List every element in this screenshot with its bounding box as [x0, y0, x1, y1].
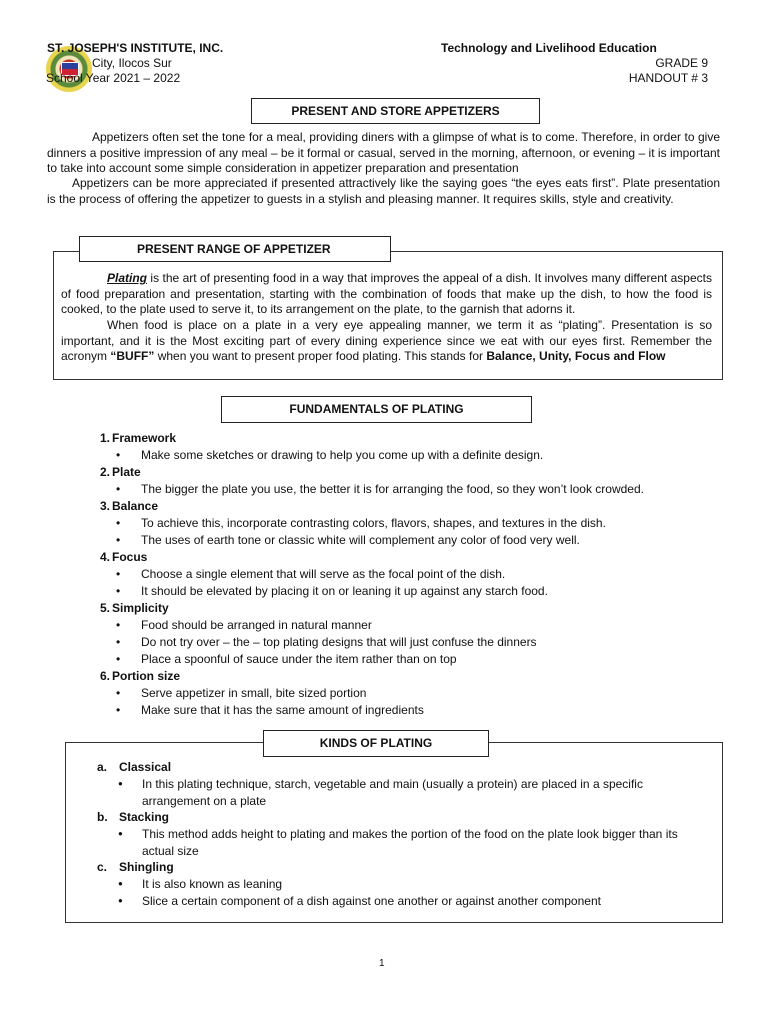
item-title: Balance [112, 499, 159, 513]
school-city: City, Ilocos Sur [92, 56, 172, 70]
bullet-icon: • [116, 652, 121, 666]
kind-letter: a. [97, 760, 108, 774]
bullet-icon: • [116, 567, 121, 581]
bullet-item [88, 634, 728, 651]
item-number: 1. [99, 431, 110, 445]
fundamental-item [88, 498, 728, 515]
bullet-item [88, 583, 728, 600]
kind-letter: b. [97, 810, 108, 824]
bullet-icon: • [116, 482, 121, 496]
item-number: 5. [99, 601, 110, 615]
item-title: Framework [112, 431, 177, 445]
handout-number: HANDOUT # 3 [628, 71, 708, 85]
bullet-text: It should be elevated by placing it on or leaning it up against any starch food. [141, 584, 548, 598]
bullet-icon: • [116, 635, 121, 649]
item-number: 2. [99, 465, 110, 479]
item-number: 6. [99, 669, 110, 683]
kinds-list [97, 759, 707, 909]
fundamentals-heading: FUNDAMENTALS OF PLATING [221, 396, 532, 423]
bullet-text: Choose a single element that will serve as the focal point of the dish. [141, 567, 506, 581]
bullet-item [88, 617, 728, 634]
grade-level: GRADE 9 [655, 56, 708, 70]
fundamental-item [88, 430, 728, 447]
bullet-icon: ● [118, 895, 123, 905]
kind-letter: c. [97, 860, 108, 874]
present-range-heading: PRESENT RANGE OF APPETIZER [79, 236, 391, 262]
item-title: Plate [112, 465, 141, 479]
page-title: PRESENT AND STORE APPETIZERS [251, 98, 540, 124]
bullet-item [88, 702, 728, 719]
bullet-item [88, 566, 728, 583]
bullet-icon: ● [118, 829, 123, 838]
kind-bullet-text: It is also known as leaning [142, 877, 283, 891]
bullet-text: The bigger the plate you use, the better it is for arranging the food, so they won’t look crowded. [141, 482, 644, 496]
item-title: Focus [112, 550, 148, 564]
bullet-text: The uses of earth tone or classic white will complement any color of food very well. [141, 533, 580, 547]
kinds-heading: KINDS OF PLATING [263, 730, 489, 757]
kind-title: Stacking [119, 810, 170, 824]
bullet-text: Do not try over – the – top plating designs that will just confuse the dinners [141, 635, 537, 649]
fundamentals-list [88, 430, 728, 719]
bullet-icon: • [116, 618, 121, 632]
kind-bullet-text: Slice a certain component of a dish against one another or against another component [142, 893, 601, 908]
fundamental-item [88, 464, 728, 481]
bullet-text: Place a spoonful of sauce under the item rather than on top [141, 652, 457, 666]
fundamental-item [88, 600, 728, 617]
kind-bullet [97, 776, 707, 809]
bullet-item [88, 651, 728, 668]
item-title: Simplicity [112, 601, 169, 615]
subject-title: Technology and Livelihood Education [441, 41, 657, 55]
kind-title: Classical [119, 760, 172, 774]
kind-item [97, 859, 707, 876]
bullet-text: To achieve this, incorporate contrasting colors, flavors, shapes, and textures in the dish. [141, 516, 606, 530]
intro-paragraph-1: Appetizers often set the tone for a meal, providing diners with a glimpse of what is to come. Therefore, in order to give dinners a positive impression of any meal – be it formal or casual, served in the morning, afternoon, or evening – it is important to take into account some simple consideration in appetizer preparation and presentation [47, 130, 720, 175]
bullet-icon: ● [118, 879, 123, 888]
bullet-item [88, 515, 728, 532]
bullet-text: Food should be arranged in natural manner [141, 618, 372, 632]
school-year: School Year 2021 – 2022 [46, 71, 181, 85]
bullet-item [88, 447, 728, 464]
bullet-icon: • [116, 516, 121, 530]
intro-paragraph-2: Appetizers can be more appreciated if presented attractively like the saying goes “the eyes eats first”. Plate presentation is the process of offering the appetizer to guests in a stylish and pleasing manner. It requires skills, style and creativity. [47, 176, 720, 206]
bullet-text: Make sure that it has the same amount of ingredients [141, 703, 424, 717]
plating-buff-paragraph: When food is place on a plate in a very eye appealing manner, we term it as “plating”. Presentation is so important, and it is the Most exciting part of every dining experience since we eat with our eyes first. Remember the acronym “BUFF” when you want to present proper food plating. This stands for Balance, Unity, Focus and Flow [61, 318, 712, 363]
bullet-item [88, 481, 728, 498]
bullet-icon: • [116, 703, 121, 717]
bullet-item [88, 532, 728, 549]
bullet-icon: • [116, 584, 121, 598]
fundamental-item [88, 668, 728, 685]
bullet-text: Make some sketches or drawing to help you come up with a definite design. [141, 448, 544, 462]
item-number: 3. [99, 499, 110, 513]
bullet-icon: ● [118, 779, 123, 788]
bullet-icon: • [116, 448, 121, 462]
kind-bullet [97, 876, 707, 893]
bullet-text: Serve appetizer in small, bite sized portion [141, 686, 367, 700]
kind-bullet [97, 826, 707, 859]
kind-bullet [97, 893, 707, 910]
page-number: 1 [379, 958, 385, 969]
kind-item [97, 759, 707, 776]
bullet-icon: • [116, 686, 121, 700]
item-title: Portion size [112, 669, 181, 683]
fundamental-item [88, 549, 728, 566]
school-name: ST. JOSEPH'S INSTITUTE, INC. [47, 41, 224, 55]
kind-item [97, 809, 707, 826]
item-number: 4. [99, 550, 110, 564]
bullet-item [88, 685, 728, 702]
kind-title: Shingling [119, 860, 174, 874]
kind-bullet-text: This method adds height to plating and makes the portion of the food on the plate look bigger than its actual size [142, 827, 678, 858]
bullet-icon: • [116, 533, 121, 547]
kind-bullet-text: In this plating technique, starch, vegetable and main (usually a protein) are placed in a specific arrangement on a plate [142, 777, 643, 808]
plating-definition: Plating is the art of presenting food in a way that improves the appeal of a dish. It involves many different aspects of food preparation and presentation, starting with the combination of foods that make up the dish, to how the food is cooked, to the plate used to serve it, to its arrangement on the plate, to the garnish that adorns it. [61, 271, 712, 316]
